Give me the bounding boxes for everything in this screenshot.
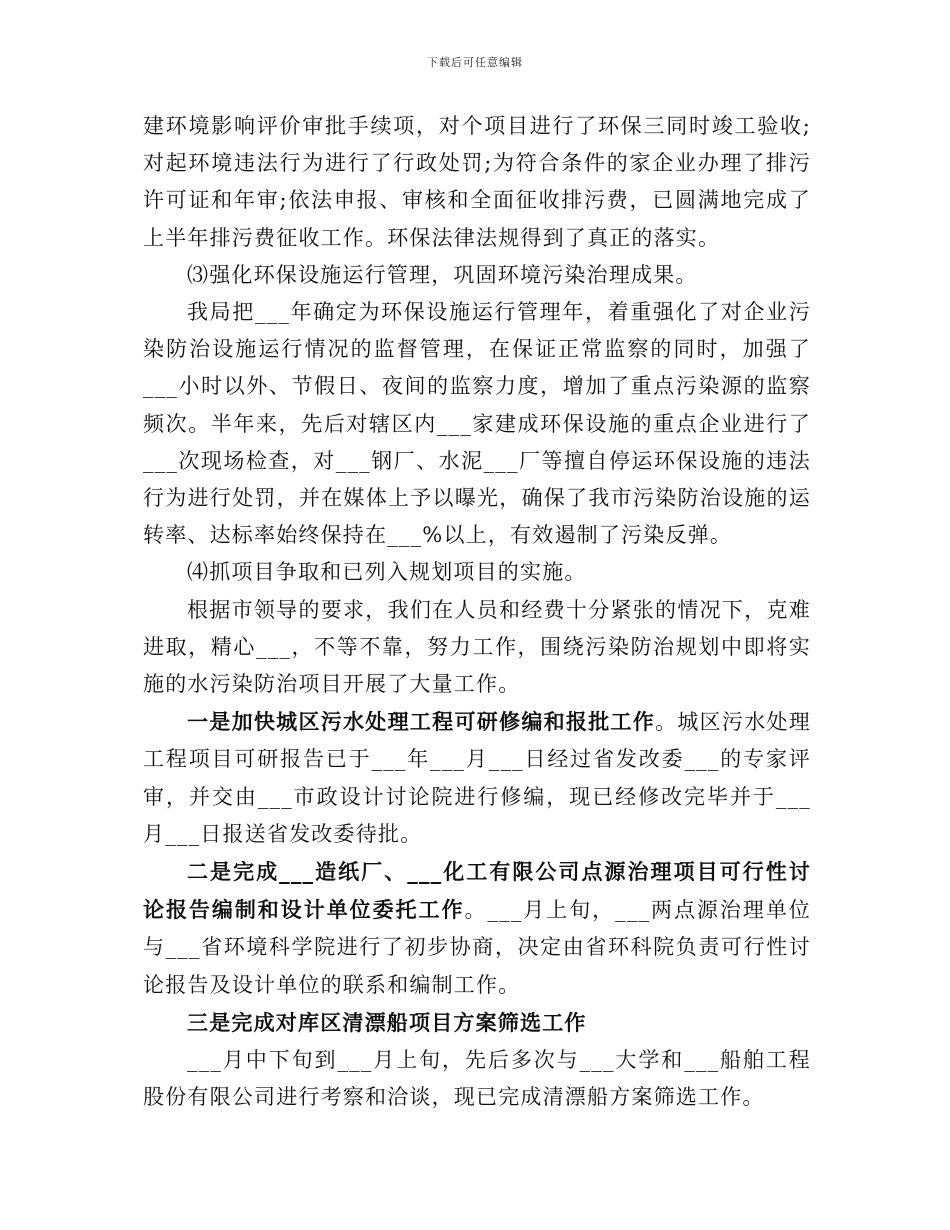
document-body [143,108,811,1116]
paragraph-6-text: 。城区污水处理工程项目可研报告已于___年___月___日经过省发改委___的专家评审，并交由___市政设计讨论院进行修编，现已经修改完毕并于___月___日报送省发改委待批。 [143,710,811,846]
page-header: 下载后可任意编辑 [427,56,523,69]
paragraph-6 [143,703,811,853]
paragraph-6-lead: 一是加快城区污水处理工程可研修编和报批工作 [187,709,656,735]
paragraph-8-lead: 三是完成对库区清漂船项目方案筛选工作 [187,1009,587,1035]
paragraph-2-heading: ⑶强化环保设施运行管理，巩固环境污染治理成果。 [187,262,698,287]
paragraph-5: 根据市领导的要求，我们在人员和经费十分紧张的情况下，克难进取，精心___，不等不靠，努力工作，围绕污染防治规划中即将实施的水污染防治项目开展了大量工作。 [143,597,811,697]
paragraph-1: 建环境影响评价审批手续项，对个项目进行了环保三同时竣工验收;对起环境违法行为进行了行政处罚;为符合条件的家企业办理了排污许可证和年审;依法申报、审核和全面征收排污费，已圆满地完成了上半年排污费征收工作。环保法律法规得到了真正的落实。 [143,114,811,250]
paragraph-4-heading: ⑷抓项目争取和已列入规划项目的实施。 [187,560,587,585]
paragraph-7-text: 。___月上旬，___两点源治理单位与___省环境科学院进行了初步协商，决定由省环科院负责可行性讨论报告及设计单位的联系和编制工作。 [143,898,811,997]
paragraph-7-lead: 二是完成___造纸厂、___化工有限公司点源治理项目可行性讨论报告编制和设计单位委托工作 [143,859,811,923]
paragraph-7 [143,853,811,1004]
paragraph-9: ___月中下旬到___月上旬，先后多次与___大学和___船舶工程股份有限公司进行考察和洽谈，现已完成清漂船方案筛选工作。 [143,1048,811,1110]
paragraph-3: 我局把___年确定为环保设施运行管理年，着重强化了对企业污染防治设施运行情况的监督管理，在保证正常监察的同时，加强了___小时以外、节假日、夜间的监察力度，增加了重点污染源的监察频次。半年来，先后对辖区内___家建成环保设施的重点企业进行了___次现场检查，对___钢厂、水泥___厂等擅自停运环保设施的违法行为进行处罚，并在媒体上予以曝光，确保了我市污染防治设施的运转率、达标率始终保持在___%以上，有效遏制了污染反弹。 [143,300,811,548]
paragraph-8 [143,1004,811,1042]
